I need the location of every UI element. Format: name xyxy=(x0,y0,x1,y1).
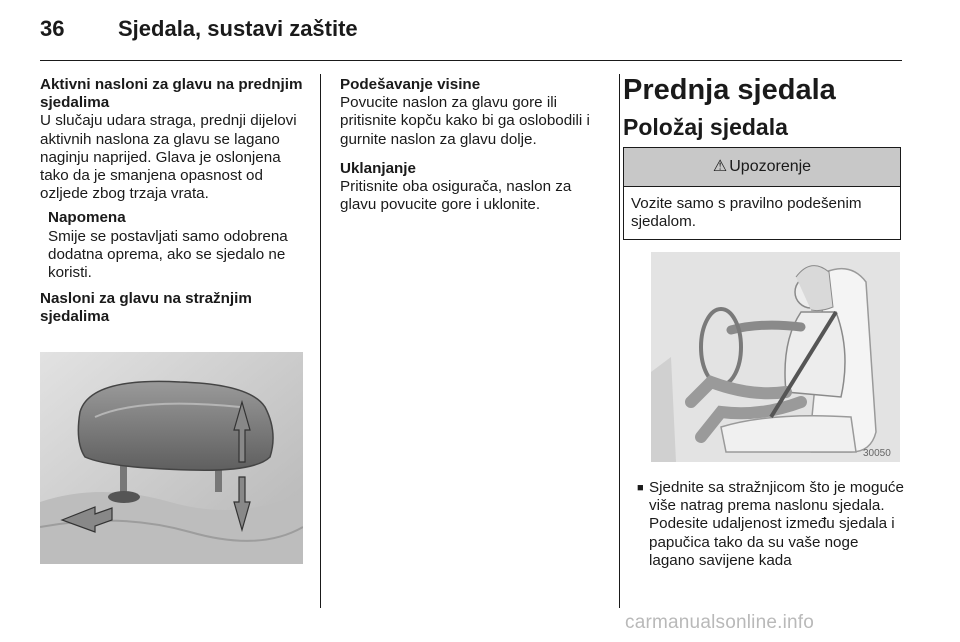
warning-header xyxy=(624,148,900,187)
page-header xyxy=(40,16,358,42)
note-text: Smije se postavljati samo odobrena dodatna oprema, ako se sjedalo ne koristi. xyxy=(48,227,288,282)
bullet-square-icon: ■ xyxy=(637,482,644,494)
section-title: Prednja sjedala xyxy=(623,74,836,106)
seat-drawing xyxy=(651,252,900,462)
active-headrests-text: U slučaju udara straga, prednji dijelovi aktivnih naslona za glavu se lagano naginju naprijed. Glava je oslonjena tako da je smanjena opasnost od ozljede zbog trzaja vrata. xyxy=(40,112,297,203)
note-block xyxy=(48,209,306,282)
bullet-seat-instruction xyxy=(637,479,905,570)
header-divider xyxy=(40,60,902,61)
removal-text: Pritisnite oba osigurača, naslon za glavu povucite gore i uklonite. xyxy=(340,178,572,214)
headrest-illustration xyxy=(40,352,303,564)
heading-removal: Uklanjanje xyxy=(340,159,416,177)
warning-box xyxy=(623,147,901,240)
page-number: 36 xyxy=(40,16,65,41)
chapter-title: Sjedala, sustavi zaštite xyxy=(118,16,358,41)
note-label: Napomena xyxy=(48,209,126,227)
warning-icon: ⚠ xyxy=(712,157,728,175)
warning-label: Upozorenje xyxy=(729,157,812,175)
section-subtitle: Položaj sjedala xyxy=(623,114,788,140)
headrest-drawing xyxy=(40,352,303,564)
column-2 xyxy=(340,76,606,214)
heading-rear-headrests: Nasloni za glavu na stražnjim sjedalima xyxy=(40,290,252,326)
height-adjustment-text: Povucite naslon za glavu gore ili pritisnite kopču kako bi ga oslobodili i gurnite naslon za glavu dolje. xyxy=(340,94,590,148)
seat-position-illustration xyxy=(651,252,900,462)
figure-number: 30050 xyxy=(863,448,891,459)
warning-text: Vozite samo s pravilno podešenim sjedalom. xyxy=(631,195,862,231)
column-divider-2 xyxy=(619,74,620,608)
bullet-text: Sjednite sa stražnjicom što je moguće više natrag prema naslonu sjedala. Podesite udaljenost između sjedala i papučica tako da su vaše noge lagano savijene kada xyxy=(649,479,904,569)
watermark: carmanualsonline.info xyxy=(625,612,815,633)
column-3 xyxy=(623,76,903,240)
column-divider-1 xyxy=(320,74,321,608)
heading-height-adjustment: Podešavanje visine xyxy=(340,76,481,93)
column-1 xyxy=(40,76,306,327)
heading-active-headrests: Aktivni nasloni za glavu na prednjim sjedalima xyxy=(40,76,303,112)
